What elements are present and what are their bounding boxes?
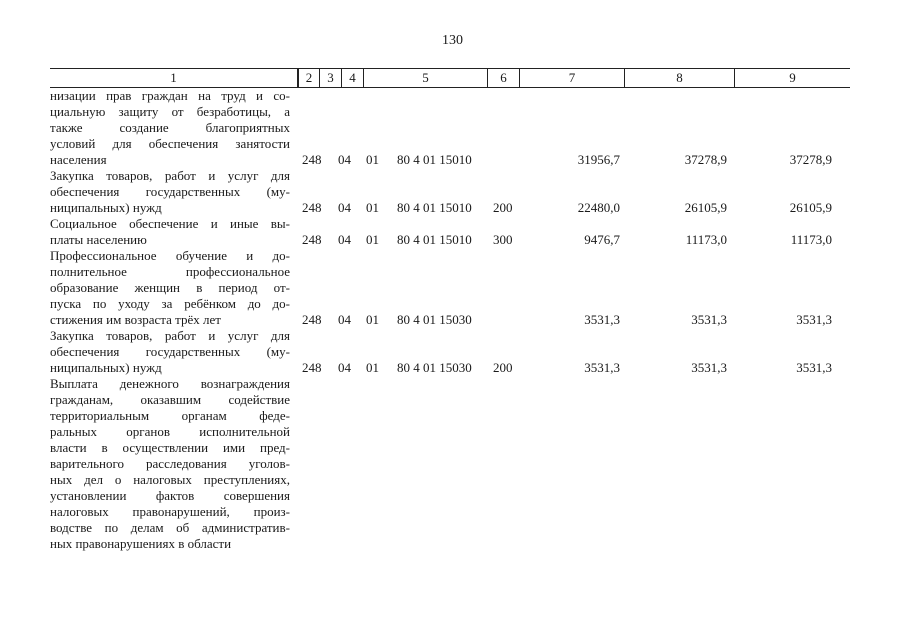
row-description-line: Выплата денежного вознаграждения — [50, 376, 290, 391]
row-description-line: ниципальных) нужд — [50, 360, 162, 375]
cell-c4: 01 — [366, 360, 379, 375]
cell-c7: 3531,3 — [584, 360, 620, 375]
cell-c3: 04 — [338, 312, 351, 327]
cell-c6: 300 — [493, 232, 513, 247]
header-col-4: 4 — [342, 69, 364, 87]
cell-c5: 80 4 01 15030 — [397, 360, 472, 375]
row-description-line: налоговых правонарушений, произ- — [50, 504, 290, 519]
cell-c8: 37278,9 — [684, 152, 727, 167]
cell-c4: 01 — [366, 232, 379, 247]
cell-c2: 248 — [302, 360, 322, 375]
row-description-line: власти в осуществлении ими пред- — [50, 440, 290, 455]
cell-c3: 04 — [338, 152, 351, 167]
header-col-5: 5 — [364, 69, 488, 87]
row-description-line: водстве по делам об административ- — [50, 520, 290, 535]
cell-c5: 80 4 01 15030 — [397, 312, 472, 327]
cell-c3: 04 — [338, 360, 351, 375]
row-description-line: ниципальных) нужд — [50, 200, 162, 215]
header-col-3: 3 — [320, 69, 342, 87]
cell-c8: 3531,3 — [691, 312, 727, 327]
cell-c8: 26105,9 — [684, 200, 727, 215]
cell-c4: 01 — [366, 200, 379, 215]
row-description-line: полнительное профессиональное — [50, 264, 290, 279]
cell-c5: 80 4 01 15010 — [397, 232, 472, 247]
row-description-line: ных правонарушениях в области — [50, 536, 232, 551]
row-description-line: пуска по уходу за ребёнком до до- — [50, 296, 290, 311]
row-description-line: обеспечения государственных (му- — [50, 344, 290, 359]
header-col-2: 2 — [298, 69, 320, 87]
cell-c7: 31956,7 — [577, 152, 620, 167]
cell-c6: 200 — [493, 360, 513, 375]
header-col-7: 7 — [520, 69, 625, 87]
cell-c2: 248 — [302, 312, 322, 327]
row-description-line: гражданам, оказавшим содействие — [50, 392, 290, 407]
cell-c9: 3531,3 — [796, 360, 832, 375]
row-description-line: населения — [50, 152, 107, 167]
table-header — [50, 68, 850, 88]
cell-c4: 01 — [366, 152, 379, 167]
cell-c2: 248 — [302, 232, 322, 247]
row-description-line: циальную защиту от безработицы, а — [50, 104, 290, 119]
cell-c4: 01 — [366, 312, 379, 327]
cell-c2: 248 — [302, 152, 322, 167]
row-description-line: установлении фактов совершения — [50, 488, 290, 503]
row-description-line: образование женщин в период от- — [50, 280, 290, 295]
row-description-line: варительного расследования уголов- — [50, 456, 290, 471]
row-description-line: территориальным органам феде- — [50, 408, 290, 423]
row-description-line: Профессиональное обучение и до- — [50, 248, 290, 263]
row-description-line: Закупка товаров, работ и услуг для — [50, 328, 290, 343]
cell-c5: 80 4 01 15010 — [397, 200, 472, 215]
cell-c5: 80 4 01 15010 — [397, 152, 472, 167]
row-description-line: Социальное обеспечение и иные вы- — [50, 216, 290, 231]
header-col-9: 9 — [789, 70, 796, 85]
cell-c7: 22480,0 — [577, 200, 620, 215]
row-description-line: также создание благоприятных — [50, 120, 290, 135]
cell-c3: 04 — [338, 200, 351, 215]
row-description-line: платы населению — [50, 232, 147, 247]
cell-c9: 11173,0 — [790, 232, 832, 247]
row-description-line: ных дел о налоговых преступлениях, — [50, 472, 290, 487]
row-description-line: ральных органов исполнительной — [50, 424, 290, 439]
cell-c9: 3531,3 — [796, 312, 832, 327]
cell-c7: 3531,3 — [584, 312, 620, 327]
cell-c3: 04 — [338, 232, 351, 247]
cell-c9: 26105,9 — [789, 200, 832, 215]
row-description-line: стижения им возраста трёх лет — [50, 312, 221, 327]
row-description-line: Закупка товаров, работ и услуг для — [50, 168, 290, 183]
cell-c6: 200 — [493, 200, 513, 215]
header-col-1: 1 — [50, 69, 298, 87]
cell-c7: 9476,7 — [584, 232, 620, 247]
cell-c9: 37278,9 — [789, 152, 832, 167]
row-description-line: условий для обеспечения занятости — [50, 136, 290, 151]
page-number: 130 — [442, 33, 463, 48]
row-description-line: низации прав граждан на труд и со- — [50, 88, 290, 103]
header-col-8: 8 — [625, 69, 735, 87]
cell-c8: 11173,0 — [685, 232, 727, 247]
header-col-6: 6 — [488, 69, 520, 87]
cell-c8: 3531,3 — [691, 360, 727, 375]
row-description-line: обеспечения государственных (му- — [50, 184, 290, 199]
cell-c2: 248 — [302, 200, 322, 215]
